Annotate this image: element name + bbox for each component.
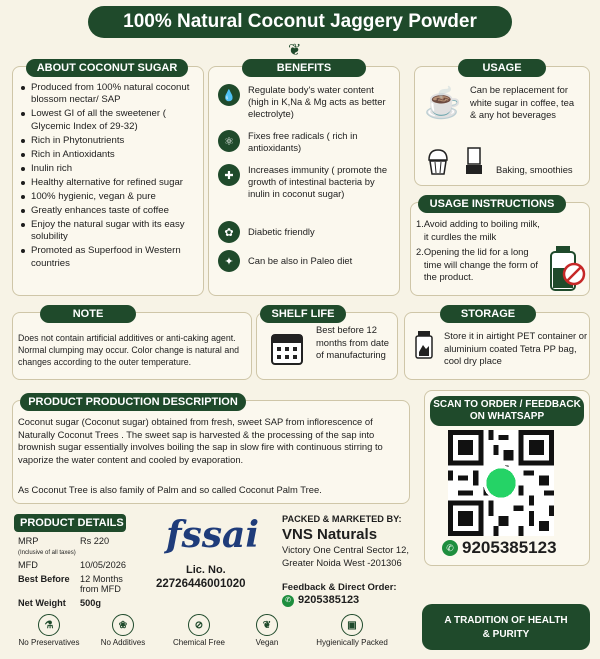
atom-icon: ⚛: [218, 130, 240, 152]
shelf-heading: SHELF LIFE: [260, 305, 346, 323]
instruction-item: 1. Avoid adding to boiling milk, it curdles the milk: [416, 218, 540, 242]
about-heading: ABOUT COCONUT SUGAR: [26, 59, 188, 77]
scan-phone[interactable]: 9205385123: [462, 538, 557, 557]
note-text: Does not contain artificial additives or anti-caking agent. Normal clumping may occur. Color change is natural and changes according to the outer temperature.: [18, 333, 240, 367]
whatsapp-icon: ✆: [282, 595, 294, 607]
hygienically-packed-icon: ▣: [341, 614, 363, 636]
list-item: Produced from 100% natural coconut blossom nectar/ SAP: [20, 82, 200, 107]
benefit-item: ⚛ Fixes free radicals ( rich in antioxidants): [218, 130, 396, 154]
usage-line1: Can be replacement for white sugar in coffee, tea & any hot beverages: [470, 84, 575, 121]
production-heading: PRODUCT PRODUCTION DESCRIPTION: [20, 393, 246, 411]
instructions-heading: USAGE INSTRUCTIONS: [418, 195, 566, 213]
calendar-icon: [270, 330, 304, 366]
packer-name: VNS Naturals: [282, 526, 378, 543]
list-item: 100% hygienic, vegan & pure: [20, 191, 200, 203]
instruction-item: 2. Opening the lid for a long time will change the form of the product.: [416, 246, 538, 283]
list-item: Greatly enhances taste of coffee: [20, 205, 200, 217]
details-heading: PRODUCT DETAILS: [14, 514, 126, 532]
list-item: Lowest GI of all the sweetener ( Glycemic Index of 29-32): [20, 108, 200, 133]
storage-text: Store it in airtight PET container or aluminium coated Tetra PP bag, cool dry place: [444, 330, 588, 367]
no-preservatives-icon: ⚗: [38, 614, 60, 636]
packer-label: PACKED & MARKETED BY:: [282, 514, 402, 524]
list-item: Rich in Antioxidants: [20, 149, 200, 161]
no-open-jar-icon: [548, 244, 586, 292]
benefit-item: ✿ Diabetic friendly: [218, 221, 396, 243]
scan-heading: SCAN TO ORDER / FEEDBACK ON WHATSAPP: [430, 396, 584, 426]
fssai-logo: fssai: [166, 514, 260, 556]
vegan-icon: ❦: [256, 614, 278, 636]
list-item: Rich in Phytonutrients: [20, 135, 200, 147]
coffee-cup-icon: ☕: [424, 87, 462, 120]
benefit-item: ✦ Can be also in Paleo diet: [218, 250, 396, 272]
footer-badge: ❦ Vegan: [222, 614, 312, 647]
mfd-value: 10/05/2026: [80, 560, 126, 570]
packer-address: Victory One Central Sector 12, Greater Noida West -201306: [282, 544, 409, 568]
details-table: MRP (Inclusive of all taxes) Rs 220 MFD 10/05/2026 Best Before 12 Months from MFD Net Weight 500g: [18, 534, 142, 610]
footer-badge: ❀ No Additives: [78, 614, 168, 647]
benefits-heading: BENEFITS: [242, 59, 366, 77]
footer-badge: ⊘ Chemical Free: [154, 614, 244, 647]
page-title: 100% Natural Coconut Jaggery Powder: [88, 6, 512, 38]
water-drop-icon: 💧: [218, 84, 240, 106]
storage-heading: STORAGE: [440, 305, 536, 323]
mrp-value: Rs 220: [80, 536, 110, 546]
footer-badge: ⚗ No Preservatives: [4, 614, 94, 647]
benefit-item: 💧 Regulate body's water content (high in K,Na & Mg acts as better electrolyte): [218, 84, 396, 121]
blender-icon: [464, 146, 484, 176]
list-item: Promoted as Superfood in Western countries: [20, 245, 200, 270]
benefit-item: ✚ Increases immunity ( promote the growth of intestinal bacteria by inulin in coconut sugar): [218, 164, 396, 201]
note-heading: NOTE: [40, 305, 136, 323]
whatsapp-icon: ✆: [442, 540, 458, 556]
packer-feedback: Feedback & Direct Order:: [282, 582, 397, 593]
shelf-text: Best before 12 months from date of manufacturing: [316, 324, 389, 361]
no-additives-icon: ❀: [112, 614, 134, 636]
bb-value: 12 Months from MFD: [80, 574, 123, 594]
list-item: Enjoy the natural sugar with its easy solubility: [20, 219, 200, 244]
about-list: [20, 82, 200, 272]
diabetic-icon: ✿: [218, 221, 240, 243]
cupcake-icon: [426, 148, 450, 176]
packer-phone[interactable]: 9205385123: [298, 594, 360, 606]
nw-value: 500g: [80, 598, 101, 608]
paleo-icon: ✦: [218, 250, 240, 272]
list-item: Healthy alternative for refined sugar: [20, 177, 200, 189]
leaf-icon: ❦: [288, 42, 302, 59]
chemical-free-icon: ⊘: [188, 614, 210, 636]
usage-heading: USAGE: [458, 59, 546, 77]
production-text2: As Coconut Tree is also family of Palm and so called Coconut Palm Tree.: [18, 484, 322, 495]
usage-line2: Baking, smoothies: [496, 164, 573, 175]
list-item: Inulin rich: [20, 163, 200, 175]
container-icon: [414, 330, 434, 360]
shield-icon: ✚: [218, 164, 240, 186]
tradition-badge: A TRADITION OF HEALTH & PURITY: [422, 604, 590, 650]
fssai-lic-number: 22726446001020: [156, 578, 246, 590]
fssai-lic-label: Lic. No.: [186, 564, 226, 576]
footer-badge: ▣ Hygienically Packed: [302, 614, 402, 647]
qr-code[interactable]: [448, 430, 554, 536]
production-text: Coconut sugar (Coconut sugar) obtained from fresh, sweet SAP from inflorescence of Naturally Coconut Trees . The sweet sap is harvested & the processing of the sap into brownish sugar essentially involves boiling the sap in slow fire with continuous stirring to vaporize the water content and cooled by evaporation.: [18, 416, 383, 465]
